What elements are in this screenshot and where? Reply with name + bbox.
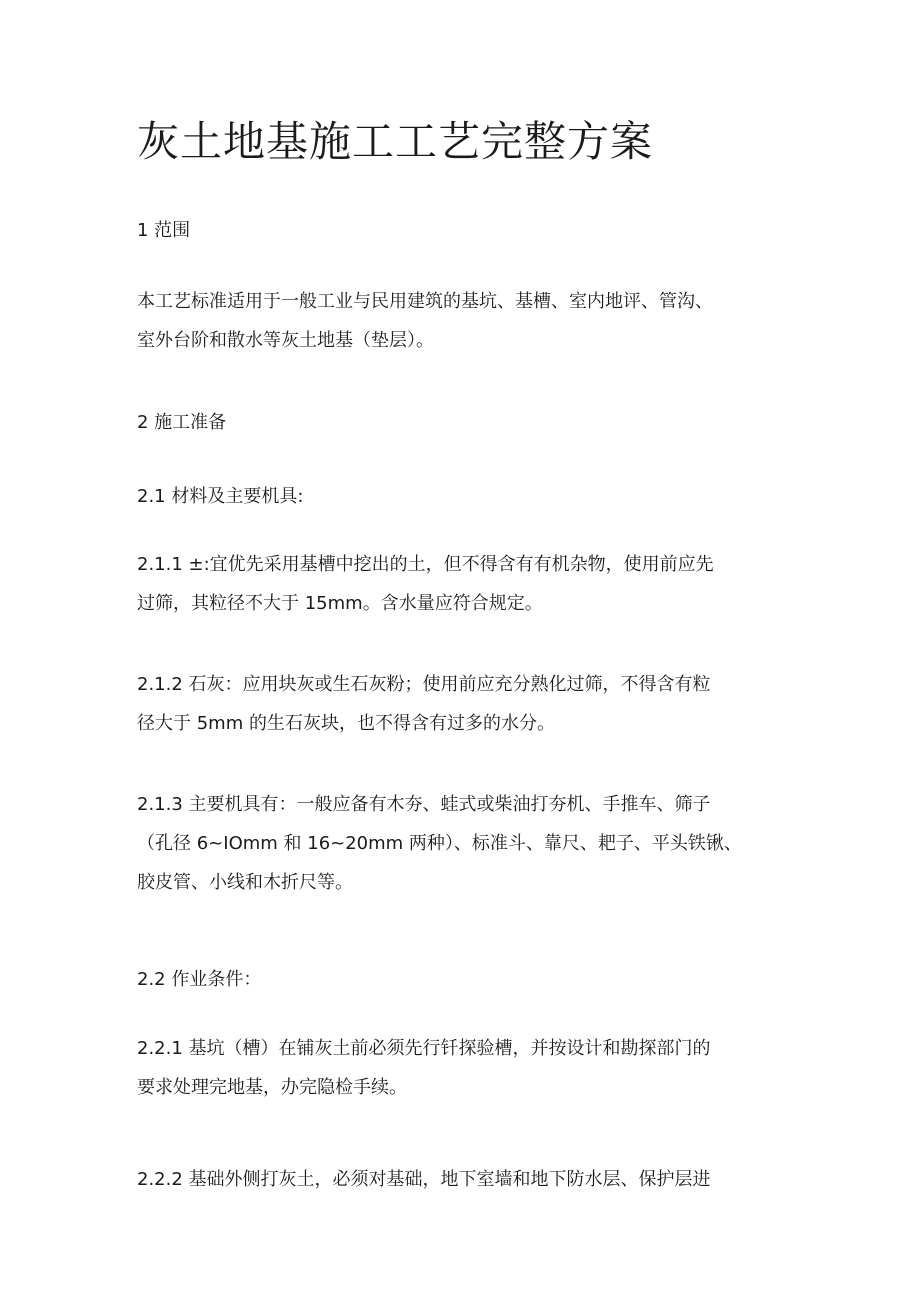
section-2-1-1-paragraph [137, 545, 792, 623]
paragraph-line: 本工艺标准适用于一般工业与民用建筑的基坑、基槽、室内地评、管沟、 [137, 291, 713, 312]
section-1-body [137, 282, 792, 360]
section-2-2-heading: 2.2 作业条件： [137, 969, 262, 990]
paragraph-line: 要求处理完地基，办完隐检手续。 [137, 1077, 407, 1098]
section-2-1-3-paragraph [137, 785, 792, 902]
paragraph-line: 2.1.1 ±:宜优先采用基槽中挖出的土，但不得含有有机杂物，使用前应先 [137, 554, 714, 575]
paragraph-line: 2.2.1 基坑（槽）在铺灰土前必须先行钎探验槽，并按设计和勘探部门的 [137, 1038, 711, 1059]
paragraph-line: 室外台阶和散水等灰土地基（垫层）。 [137, 330, 434, 351]
section-2-2-2-paragraph [137, 1160, 792, 1199]
section-1-heading: 1 范围 [137, 220, 191, 241]
section-2-1-heading: 2.1 材料及主要机具: [137, 486, 304, 507]
paragraph-line: 2.2.2 基础外侧打灰土，必须对基础，地下室墙和地下防水层、保护层进 [137, 1169, 711, 1190]
section-2-2-1-paragraph [137, 1029, 792, 1107]
paragraph-line: 2.1.3 主要机具有：一般应备有木夯、蛙式或柴油打夯机、手推车、筛子 [137, 794, 711, 815]
paragraph-line: 径大于 5mm 的生石灰块，也不得含有过多的水分。 [137, 713, 555, 734]
paragraph-line: （孔径 6~IOmm 和 16~20mm 两种）、标准斗、靠尺、耙子、平头铁锹、 [137, 833, 742, 854]
paragraph-line: 胶皮管、小线和木折尺等。 [137, 872, 353, 893]
section-2-heading: 2 施工准备 [137, 412, 227, 433]
paragraph-line: 2.1.2 石灰：应用块灰或生石灰粉；使用前应充分熟化过筛，不得含有粒 [137, 674, 711, 695]
document-title: 灰土地基施工工艺完整方案 [137, 117, 654, 166]
paragraph-line: 过筛，其粒径不大于 15mm。含水量应符合规定。 [137, 593, 543, 614]
section-2-1-2-paragraph [137, 665, 792, 743]
